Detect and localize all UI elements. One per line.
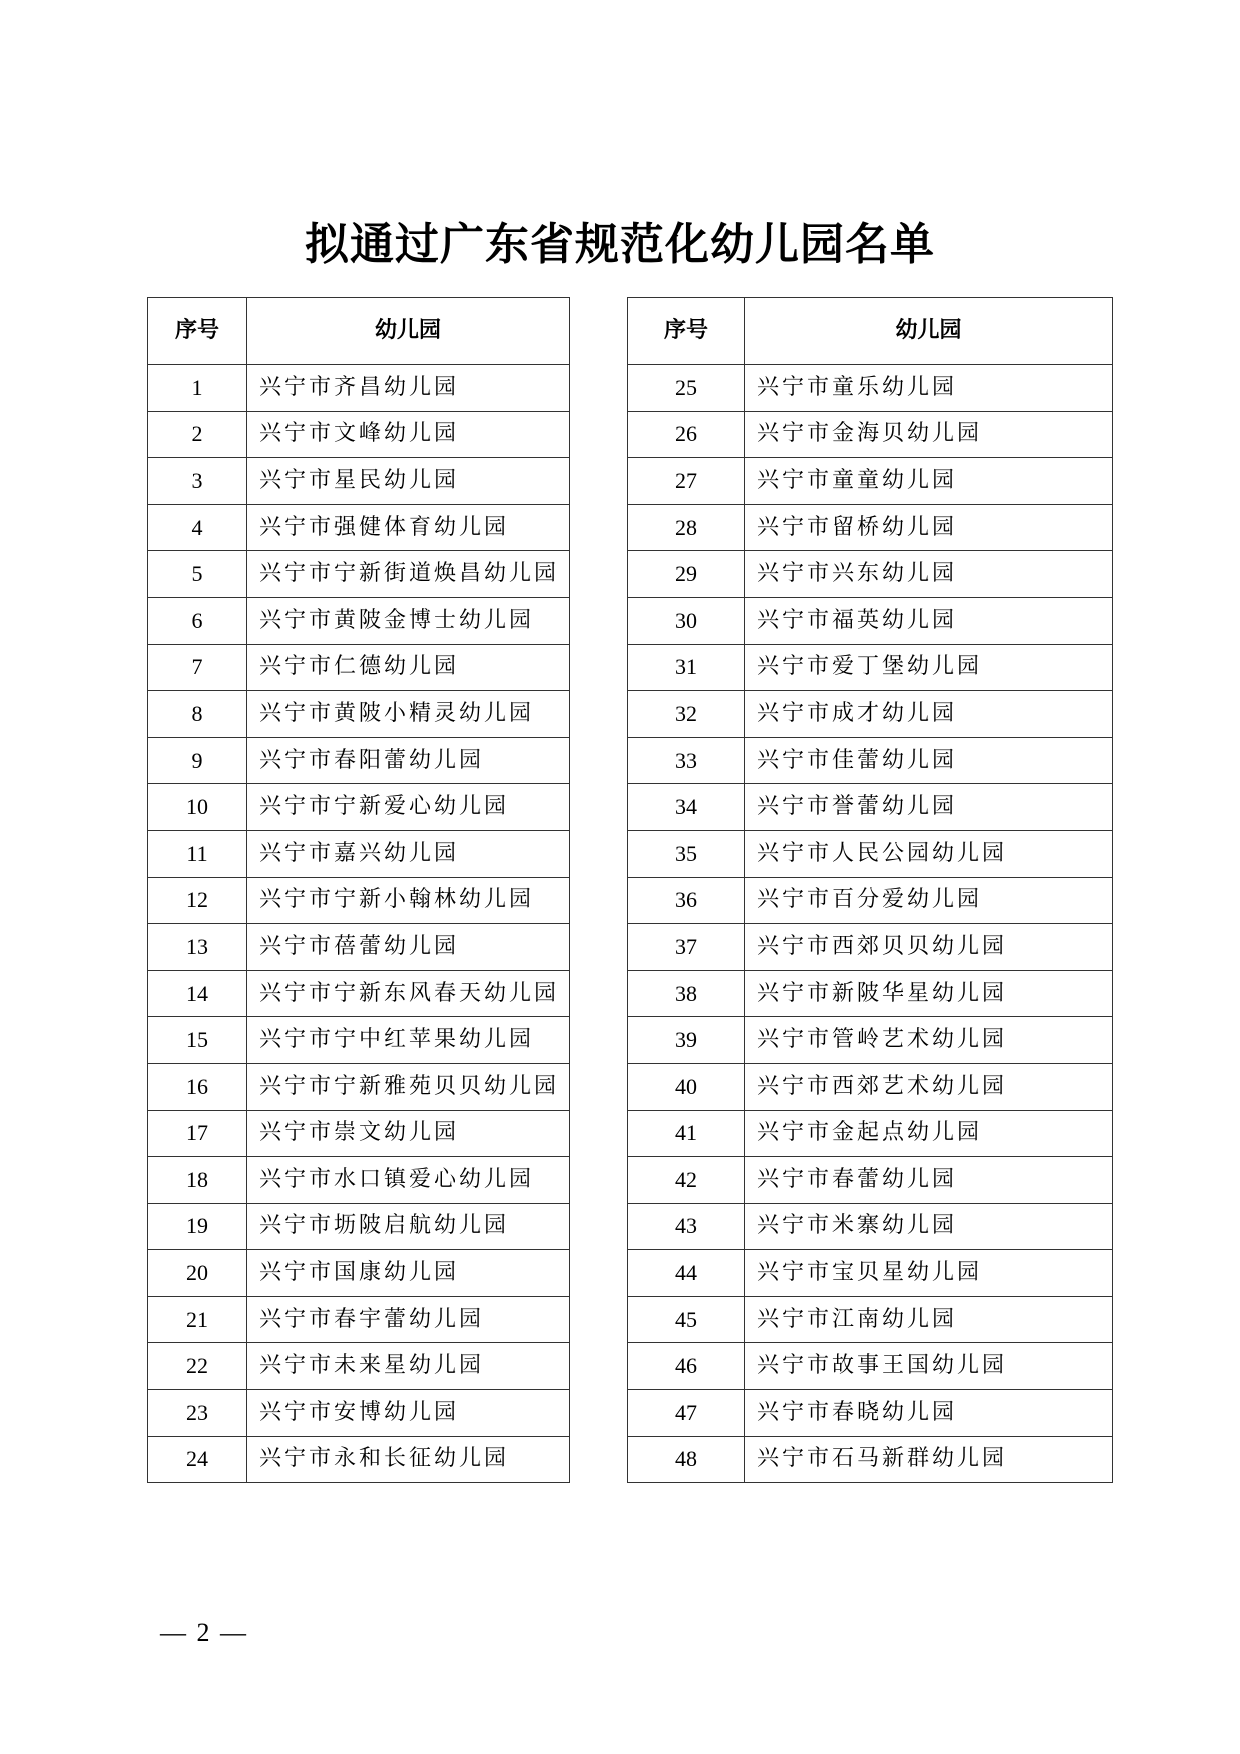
table-row: [148, 458, 570, 505]
kindergarten-name: 兴宁市成才幼儿园: [745, 691, 1113, 738]
kindergarten-name: 兴宁市江南幼儿园: [745, 1296, 1113, 1343]
kindergarten-name: 兴宁市文峰幼儿园: [247, 411, 570, 458]
table-row: [148, 1063, 570, 1110]
table-row: [148, 504, 570, 551]
table-row: [628, 1203, 1113, 1250]
kindergarten-name: 兴宁市金海贝幼儿园: [745, 411, 1113, 458]
table-row: [628, 784, 1113, 831]
kindergarten-name: 兴宁市兴东幼儿园: [745, 551, 1113, 598]
kindergarten-name: 兴宁市国康幼儿园: [247, 1250, 570, 1297]
kindergarten-name: 兴宁市佳蕾幼儿园: [745, 737, 1113, 784]
kindergarten-name: 兴宁市春宇蕾幼儿园: [247, 1296, 570, 1343]
kindergarten-name: 兴宁市宁新爱心幼儿园: [247, 784, 570, 831]
table-row: [148, 784, 570, 831]
table-row: [148, 877, 570, 924]
table-row: [628, 1017, 1113, 1064]
kindergarten-name: 兴宁市安博幼儿园: [247, 1390, 570, 1437]
kindergarten-name: 兴宁市新陂华星幼儿园: [745, 970, 1113, 1017]
serial-number: 21: [148, 1296, 247, 1343]
serial-number: 38: [628, 970, 745, 1017]
serial-number: 30: [628, 597, 745, 644]
table-row: [148, 691, 570, 738]
table-row: [148, 551, 570, 598]
serial-number: 27: [628, 458, 745, 505]
kindergarten-name: 兴宁市人民公园幼儿园: [745, 830, 1113, 877]
serial-number: 6: [148, 597, 247, 644]
header-serial-number: 序号: [628, 298, 745, 365]
serial-number: 24: [148, 1436, 247, 1483]
table-row: [628, 411, 1113, 458]
table-row: [148, 1390, 570, 1437]
header-serial-number: 序号: [148, 298, 247, 365]
table-row: [628, 830, 1113, 877]
table-row: [628, 877, 1113, 924]
kindergarten-name: 兴宁市石马新群幼儿园: [745, 1436, 1113, 1483]
serial-number: 47: [628, 1390, 745, 1437]
serial-number: 45: [628, 1296, 745, 1343]
kindergarten-name: 兴宁市故事王国幼儿园: [745, 1343, 1113, 1390]
table-row: [628, 644, 1113, 691]
table-row: [628, 597, 1113, 644]
table-row: [148, 737, 570, 784]
kindergarten-name: 兴宁市春阳蕾幼儿园: [247, 737, 570, 784]
serial-number: 31: [628, 644, 745, 691]
kindergarten-name: 兴宁市坜陂启航幼儿园: [247, 1203, 570, 1250]
kindergarten-name: 兴宁市誉蕾幼儿园: [745, 784, 1113, 831]
serial-number: 5: [148, 551, 247, 598]
table-row: [148, 644, 570, 691]
table-row: [628, 504, 1113, 551]
serial-number: 8: [148, 691, 247, 738]
kindergarten-name: 兴宁市西郊艺术幼儿园: [745, 1063, 1113, 1110]
table-row: [628, 1063, 1113, 1110]
kindergarten-name: 兴宁市齐昌幼儿园: [247, 365, 570, 412]
table-header-row: [628, 298, 1113, 365]
serial-number: 39: [628, 1017, 745, 1064]
kindergarten-name: 兴宁市未来星幼儿园: [247, 1343, 570, 1390]
table-row: [148, 1017, 570, 1064]
serial-number: 14: [148, 970, 247, 1017]
document-title: 拟通过广东省规范化幼儿园名单: [305, 219, 935, 270]
kindergarten-name: 兴宁市留桥幼儿园: [745, 504, 1113, 551]
serial-number: 33: [628, 737, 745, 784]
serial-number: 15: [148, 1017, 247, 1064]
kindergarten-name: 兴宁市爱丁堡幼儿园: [745, 644, 1113, 691]
kindergarten-name: 兴宁市西郊贝贝幼儿园: [745, 924, 1113, 971]
table-row: [148, 924, 570, 971]
table-row: [628, 1390, 1113, 1437]
table-row: [148, 365, 570, 412]
serial-number: 17: [148, 1110, 247, 1157]
kindergarten-name: 兴宁市童乐幼儿园: [745, 365, 1113, 412]
serial-number: 23: [148, 1390, 247, 1437]
serial-number: 46: [628, 1343, 745, 1390]
table-row: [628, 1436, 1113, 1483]
serial-number: 34: [628, 784, 745, 831]
serial-number: 20: [148, 1250, 247, 1297]
serial-number: 28: [628, 504, 745, 551]
kindergarten-name: 兴宁市星民幼儿园: [247, 458, 570, 505]
serial-number: 32: [628, 691, 745, 738]
serial-number: 41: [628, 1110, 745, 1157]
kindergarten-table-left: [147, 297, 570, 1483]
serial-number: 16: [148, 1063, 247, 1110]
table-row: [628, 1110, 1113, 1157]
serial-number: 9: [148, 737, 247, 784]
serial-number: 18: [148, 1157, 247, 1204]
table-row: [628, 1157, 1113, 1204]
serial-number: 42: [628, 1157, 745, 1204]
table-row: [148, 830, 570, 877]
kindergarten-name: 兴宁市金起点幼儿园: [745, 1110, 1113, 1157]
table-row: [628, 737, 1113, 784]
kindergarten-name: 兴宁市宁新雅苑贝贝幼儿园: [247, 1063, 570, 1110]
kindergarten-name: 兴宁市强健体育幼儿园: [247, 504, 570, 551]
kindergarten-name: 兴宁市黄陂金博士幼儿园: [247, 597, 570, 644]
table-header-row: [148, 298, 570, 365]
serial-number: 10: [148, 784, 247, 831]
kindergarten-name: 兴宁市春晓幼儿园: [745, 1390, 1113, 1437]
table-row: [628, 1250, 1113, 1297]
kindergarten-name: 兴宁市水口镇爱心幼儿园: [247, 1157, 570, 1204]
serial-number: 36: [628, 877, 745, 924]
table-row: [148, 970, 570, 1017]
serial-number: 25: [628, 365, 745, 412]
kindergarten-name: 兴宁市宁新东风春天幼儿园: [247, 970, 570, 1017]
table-row: [628, 551, 1113, 598]
serial-number: 44: [628, 1250, 745, 1297]
serial-number: 11: [148, 830, 247, 877]
kindergarten-name: 兴宁市福英幼儿园: [745, 597, 1113, 644]
table-row: [628, 1343, 1113, 1390]
serial-number: 43: [628, 1203, 745, 1250]
table-row: [148, 1343, 570, 1390]
kindergarten-name: 兴宁市嘉兴幼儿园: [247, 830, 570, 877]
serial-number: 35: [628, 830, 745, 877]
table-row: [628, 970, 1113, 1017]
serial-number: 40: [628, 1063, 745, 1110]
kindergarten-name: 兴宁市管岭艺术幼儿园: [745, 1017, 1113, 1064]
table-row: [148, 597, 570, 644]
table-row: [148, 1157, 570, 1204]
serial-number: 22: [148, 1343, 247, 1390]
header-kindergarten: 幼儿园: [247, 298, 570, 365]
kindergarten-name: 兴宁市童童幼儿园: [745, 458, 1113, 505]
serial-number: 29: [628, 551, 745, 598]
serial-number: 37: [628, 924, 745, 971]
kindergarten-name: 兴宁市永和长征幼儿园: [247, 1436, 570, 1483]
kindergarten-name: 兴宁市米寨幼儿园: [745, 1203, 1113, 1250]
kindergarten-name: 兴宁市宝贝星幼儿园: [745, 1250, 1113, 1297]
kindergarten-name: 兴宁市黄陂小精灵幼儿园: [247, 691, 570, 738]
table-row: [628, 924, 1113, 971]
table-row: [628, 365, 1113, 412]
kindergarten-name: 兴宁市仁德幼儿园: [247, 644, 570, 691]
kindergarten-name: 兴宁市宁新街道焕昌幼儿园: [247, 551, 570, 598]
serial-number: 7: [148, 644, 247, 691]
page-number: — 2 —: [160, 1618, 248, 1647]
kindergarten-name: 兴宁市宁中红苹果幼儿园: [247, 1017, 570, 1064]
serial-number: 12: [148, 877, 247, 924]
serial-number: 13: [148, 924, 247, 971]
serial-number: 19: [148, 1203, 247, 1250]
table-row: [628, 458, 1113, 505]
header-kindergarten: 幼儿园: [745, 298, 1113, 365]
serial-number: 3: [148, 458, 247, 505]
serial-number: 2: [148, 411, 247, 458]
table-row: [148, 1110, 570, 1157]
table-row: [148, 1296, 570, 1343]
kindergarten-name: 兴宁市春蕾幼儿园: [745, 1157, 1113, 1204]
kindergarten-name: 兴宁市蓓蕾幼儿园: [247, 924, 570, 971]
kindergarten-name: 兴宁市宁新小翰林幼儿园: [247, 877, 570, 924]
serial-number: 4: [148, 504, 247, 551]
table-row: [628, 691, 1113, 738]
table-row: [628, 1296, 1113, 1343]
kindergarten-name: 兴宁市百分爱幼儿园: [745, 877, 1113, 924]
table-row: [148, 1250, 570, 1297]
table-row: [148, 1203, 570, 1250]
kindergarten-name: 兴宁市崇文幼儿园: [247, 1110, 570, 1157]
table-row: [148, 1436, 570, 1483]
kindergarten-table-right: [627, 297, 1113, 1483]
table-row: [148, 411, 570, 458]
serial-number: 48: [628, 1436, 745, 1483]
serial-number: 26: [628, 411, 745, 458]
serial-number: 1: [148, 365, 247, 412]
